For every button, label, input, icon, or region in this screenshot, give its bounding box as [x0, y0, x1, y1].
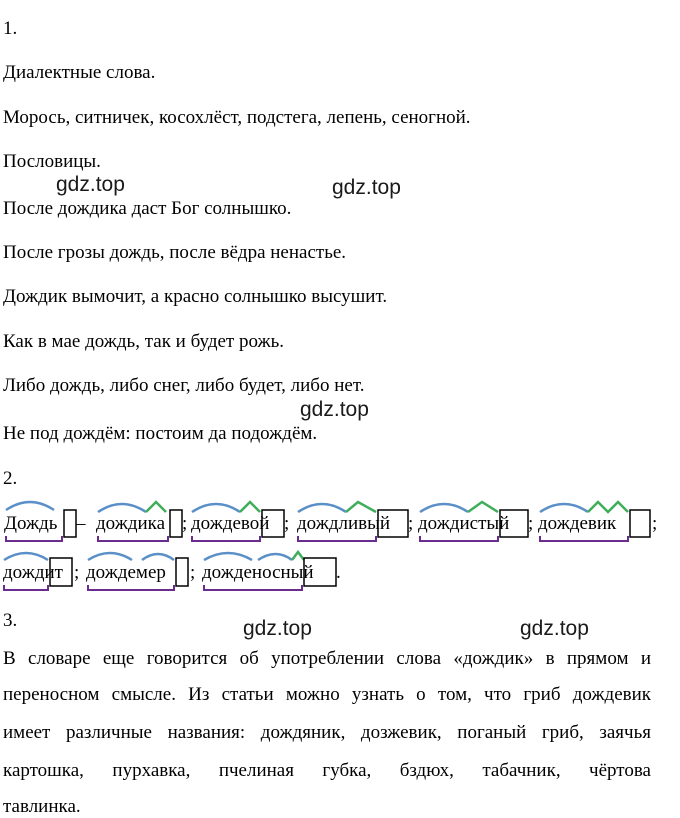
separator: ;: [182, 513, 188, 534]
proverb-5: Либо дождь, либо снег, либо будет, либо нет.: [3, 375, 365, 396]
ending-box: [176, 558, 188, 586]
stem-underline: [6, 536, 62, 541]
separator: ;: [74, 562, 80, 583]
root-arc: [420, 504, 468, 512]
proverb-4: Как в мае дождь, так и будет рожь.: [3, 331, 285, 352]
stem-underline: [88, 585, 174, 590]
proverb-1: После дождика даст Бог солнышко.: [3, 198, 292, 219]
word-dozhdika: дождика: [96, 513, 166, 534]
row-end: .: [336, 562, 341, 583]
suffix-mark: [240, 502, 260, 512]
root-arc: [298, 504, 346, 512]
separator: ;: [190, 562, 196, 583]
ending-box: [170, 510, 182, 537]
stem-underline: [540, 536, 628, 541]
proverb-6: Не под дождём: постоим да подождём.: [3, 423, 318, 444]
root-arc: [540, 504, 588, 512]
stem-underline: [4, 585, 48, 590]
suffix-mark: [588, 502, 628, 512]
suffix-mark: [146, 502, 166, 512]
root-arc: [98, 504, 146, 512]
section3-line-5: тавлинка.: [3, 796, 81, 817]
root-arc: [142, 554, 174, 560]
word-dozhdevoy: дождевой: [191, 513, 270, 534]
word-dozhd: Дождь: [4, 513, 58, 534]
suffix-mark: [292, 552, 304, 560]
ending-box: [64, 510, 76, 537]
watermark: gdz.top: [300, 398, 369, 421]
section-number-2: 2.: [3, 468, 18, 489]
word-dozhdisty: дождистый: [418, 513, 510, 534]
suffix-mark: [468, 502, 498, 512]
root-arc: [88, 553, 132, 560]
section-number-3: 3.: [3, 610, 18, 631]
stem-underline: [192, 536, 260, 541]
dialect-heading: Диалектные слова.: [3, 62, 156, 83]
root-arc: [204, 553, 252, 560]
suffix-mark: [346, 502, 376, 512]
stem-underline: [98, 536, 168, 541]
watermark: gdz.top: [332, 176, 401, 199]
root-arc: [4, 553, 48, 560]
stem-underline: [298, 536, 376, 541]
watermark: gdz.top: [520, 617, 589, 640]
dialect-words: Морось, ситничек, косохлёст, подстега, лепень, сеногной.: [3, 107, 471, 128]
watermark: gdz.top: [243, 617, 312, 640]
root-arc: [192, 504, 240, 512]
section3-line-3: имеет различные названия: дождяник, дозжевик, поганый гриб, заячья: [3, 722, 651, 743]
root-arc: [258, 554, 292, 560]
section3-line-1: В словаре еще говорится об употреблении слова «дождик» в прямом и: [3, 648, 651, 669]
section3-line-4: картошка, пурхавка, пчелиная губка, бздюх, табачник, чёртова: [3, 760, 651, 781]
watermark: gdz.top: [56, 173, 125, 196]
section-number-1: 1.: [3, 18, 18, 39]
stem-underline: [420, 536, 498, 541]
proverb-3: Дождик вымочит, а красно солнышко высушит.: [3, 286, 388, 307]
stem-underline: [204, 585, 302, 590]
dash: –: [76, 513, 86, 534]
separator: ;: [528, 513, 534, 534]
separator: ;: [284, 513, 290, 534]
proverbs-heading: Пословицы.: [3, 151, 101, 172]
word-dozhdemer: дождемер: [86, 562, 166, 583]
word-dozhdlivy: дождливый: [297, 513, 391, 534]
row-end: ;: [652, 513, 658, 534]
ending-box: [630, 510, 650, 537]
section3-line-2: переносном смысле. Из статьи можно узнать о том, что гриб дождевик: [3, 684, 651, 705]
word-dozhdenosny: дожденосный: [202, 562, 314, 583]
word-dozhdevik: дождевик: [538, 513, 617, 534]
separator: ;: [408, 513, 414, 534]
root-arc: [6, 502, 54, 510]
proverb-2: После грозы дождь, после вёдра ненастье.: [3, 242, 347, 263]
word-dozhdit: дождит: [3, 562, 63, 583]
